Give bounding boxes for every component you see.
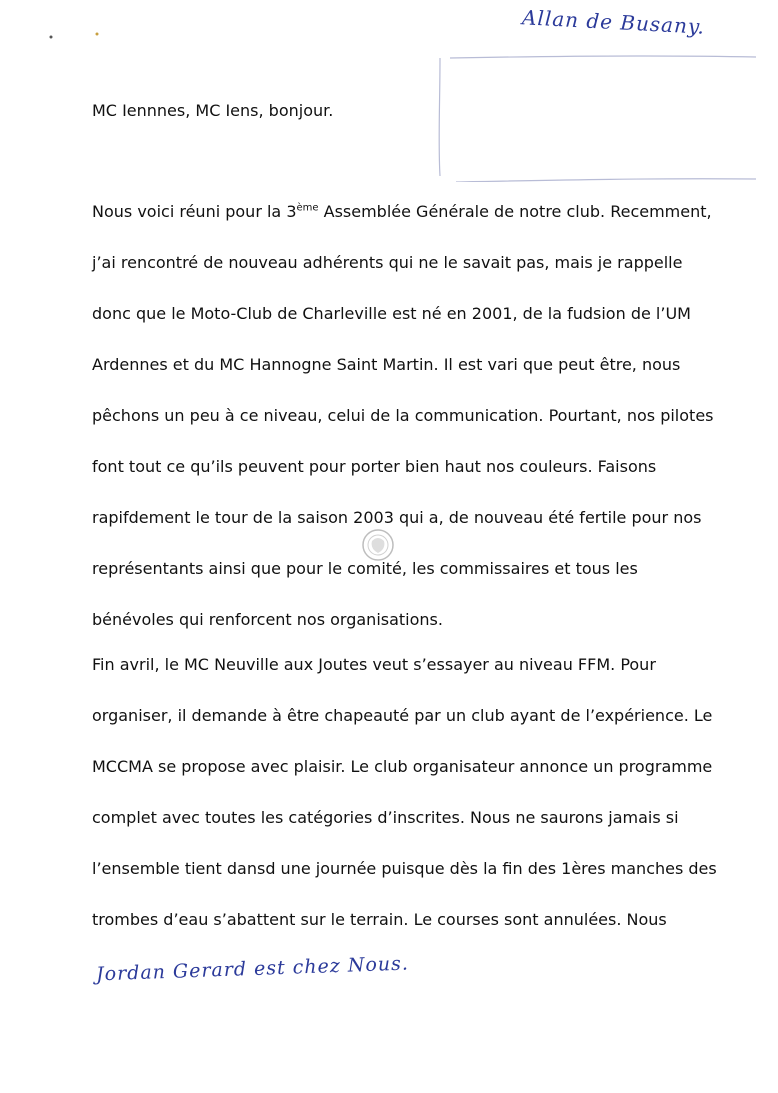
text-line: bénévoles qui renforcent nos organisations. [92,610,443,629]
text-line: MCCMA se propose avec plaisir. Le club organisateur annonce un programme [92,757,713,776]
text-line: l’ensemble tient dansd une journée puisque dès la fin des 1ères manches des [92,859,717,878]
text-line: trombes d’eau s’abattent sur le terrain. Le courses sont annulées. Nous [92,910,667,929]
text-line: font tout ce qu’ils peuvent pour porter bien haut nos couleurs. Faisons [92,457,657,476]
text-line: pêchons un peu à ce niveau, celui de la communication. Pourtant, nos pilotes [92,406,714,425]
text-line: complet avec toutes les catégories d’inscrites. Nous ne saurons jamais si [92,808,679,827]
text-line: donc que le Moto-Club de Charleville est né en 2001, de la fudsion de l’UM [92,304,691,323]
handwritten-signature-note: Allan de Busany. [521,5,706,39]
text-line: représentants ainsi que pour le comité, les commissaires et tous les [92,559,638,578]
watermark-stamp-icon [360,527,396,563]
text-fragment: Assemblée Générale de notre club. Recemment, [318,202,712,221]
text-line [92,201,752,252]
text-fragment: Nous voici réuni pour la 3 [92,202,297,221]
text-line: rapifdement le tour de la saison 2003 qui a, de nouveau été fertile pour nos [92,508,702,527]
greeting-line: MC Iennnes, MC Iens, bonjour. [92,101,334,120]
text-line: Fin avril, le MC Neuville aux Joutes veut s’essayer au niveau FFM. Pour [92,655,656,674]
text-line: organiser, il demande à être chapeauté par un club ayant de l’expérience. Le [92,706,713,725]
text-line: Ardennes et du MC Hannogne Saint Martin. Il est vari que peut être, nous [92,355,681,374]
paragraph-race-report [92,654,752,960]
text-line: j’ai rencontré de nouveau adhérents qui ne le savait pas, mais je rappelle [92,253,683,272]
scan-specks [0,0,120,60]
paragraph-intro [92,201,752,660]
ordinal-superscript: ème [296,202,319,214]
handwritten-note: Jordan Gerard est chez Nous. [95,952,410,986]
pencil-bracket-marks [438,52,758,182]
